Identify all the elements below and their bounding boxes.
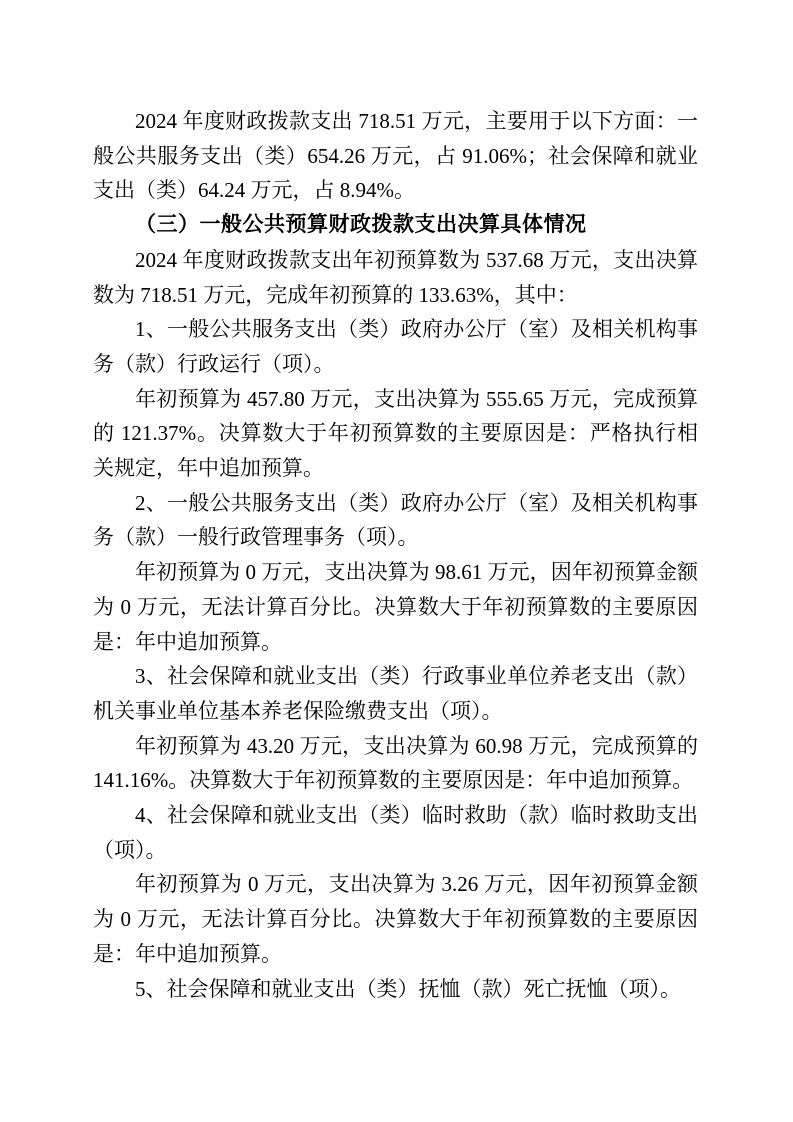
paragraph-item-4-title: 4、社会保障和就业支出（类）临时救助（款）临时救助支出（项）。 [93, 803, 698, 862]
paragraph-item-5-title: 5、社会保障和就业支出（类）抚恤（款）死亡抚恤（项）。 [135, 976, 681, 1001]
paragraph-fiscal-expenditure-summary: 2024 年度财政拨款支出 718.51 万元，主要用于以下方面：一般公共服务支出（类）654.26 万元，占 91.06%；社会保障和就业支出（类）64.24 万元，占 8.94%。 [93, 109, 698, 203]
paragraph-item-1-detail: 年初预算为 457.80 万元，支出决算为 555.65 万元，完成预算的 121.37%。决算数大于年初预算数的主要原因是：严格执行相关规定，年中追加预算。 [93, 386, 698, 481]
paragraph-item-3-title: 3、社会保障和就业支出（类）行政事业单位养老支出（款）机关事业单位基本养老保险缴费支出（项）。 [93, 664, 698, 723]
paragraph-item-2-detail: 年初预算为 0 万元，支出决算为 98.61 万元，因年初预算金额为 0 万元，无法计算百分比。决算数大于年初预算数的主要原因是：年中追加预算。 [93, 560, 698, 654]
paragraph-item-1-title: 1、一般公共服务支出（类）政府办公厅（室）及相关机构事务（款）行政运行（项）。 [93, 317, 698, 376]
section-heading-expenditure-details: （三）一般公共预算财政拨款支出决算具体情况 [135, 213, 587, 237]
paragraph-item-2-title: 2、一般公共服务支出（类）政府办公厅（室）及相关机构事务（款）一般行政管理事务（项）。 [93, 490, 698, 550]
paragraph-item-4-detail: 年初预算为 0 万元，支出决算为 3.26 万元，因年初预算金额为 0 万元，无法计算百分比。决算数大于年初预算数的主要原因是：年中追加预算。 [93, 872, 698, 966]
paragraph-budget-overview: 2024 年度财政拨款支出年初预算数为 537.68 万元，支出决算数为 718.51 万元，完成年初预算的 133.63%，其中： [93, 247, 698, 307]
paragraph-item-3-detail: 年初预算为 43.20 万元，支出决算为 60.98 万元，完成预算的 141.16%。决算数大于年初预算数的主要原因是：年中追加预算。 [93, 733, 698, 793]
document-body [93, 104, 698, 1006]
